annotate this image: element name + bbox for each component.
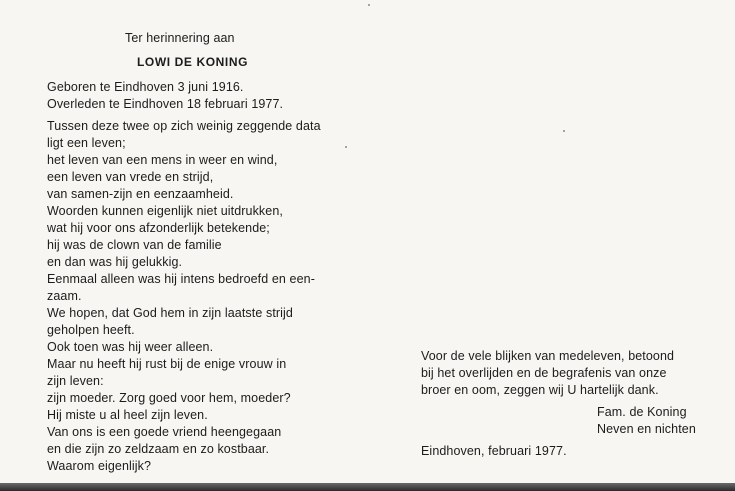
poem-line: Hij miste u al heel zijn leven. <box>47 408 208 422</box>
poem-line: Woorden kunnen eigenlijk niet uitdrukken, <box>47 204 283 218</box>
signature <box>597 404 696 438</box>
poem-line: Waarom eigenlijk? <box>47 459 152 473</box>
paper-speck <box>368 4 370 6</box>
poem-line: geholpen heeft. <box>47 323 135 337</box>
poem-line: Tussen deze twee op zich weinig zeggende data <box>47 119 321 133</box>
poem-line: We hopen, dat God hem in zijn laatste strijd <box>47 306 293 320</box>
poem-line: ligt een leven; <box>47 136 126 150</box>
poem-line: Maar nu heeft hij rust bij de enige vrouw in <box>47 357 287 371</box>
poem-line: zijn leven: <box>47 374 104 388</box>
poem-line: wat hij voor ons afzonderlijk betekende; <box>47 221 270 235</box>
intro-text: Ter herinnering aan <box>125 31 235 45</box>
life-dates <box>47 79 283 113</box>
poem-line: een leven van vrede en strijd, <box>47 170 214 184</box>
paper-speck <box>345 146 347 148</box>
deceased-name: LOWI DE KONING <box>137 55 249 69</box>
poem-line: zijn moeder. Zorg goed voor hem, moeder? <box>47 391 291 405</box>
poem-line: zaam. <box>47 289 82 303</box>
poem-line: Ook toen was hij weer alleen. <box>47 340 214 354</box>
poem-line: en dan was hij gelukkig. <box>47 255 183 269</box>
poem-line: en die zijn zo zeldzaam en zo kostbaar. <box>47 442 270 456</box>
thanks-line: Voor de vele blijken van medeleven, betoond <box>421 349 675 363</box>
born-line: Geboren te Eindhoven 3 juni 1916. <box>47 80 244 94</box>
poem-line: Eenmaal alleen was hij intens bedroefd en een- <box>47 272 315 286</box>
poem <box>47 118 321 475</box>
poem-line: het leven van een mens in weer en wind, <box>47 153 278 167</box>
paper-speck <box>563 130 565 132</box>
poem-line: Van ons is een goede vriend heengegaan <box>47 425 282 439</box>
died-line: Overleden te Eindhoven 18 februari 1977. <box>47 97 284 111</box>
signature-line: Fam. de Koning <box>597 405 687 419</box>
place-date: Eindhoven, februari 1977. <box>421 444 567 458</box>
poem-line: van samen-zijn en eenzaamheid. <box>47 187 234 201</box>
thanks-line: bij het overlijden en de begrafenis van onze <box>421 366 667 380</box>
thanks-paragraph <box>421 348 674 399</box>
signature-line: Neven en nichten <box>597 422 696 436</box>
poem-line: hij was de clown van de familie <box>47 238 222 252</box>
thanks-line: broer en oom, zeggen wij U hartelijk dank. <box>421 383 659 397</box>
scan-edge-shadow <box>0 483 735 491</box>
